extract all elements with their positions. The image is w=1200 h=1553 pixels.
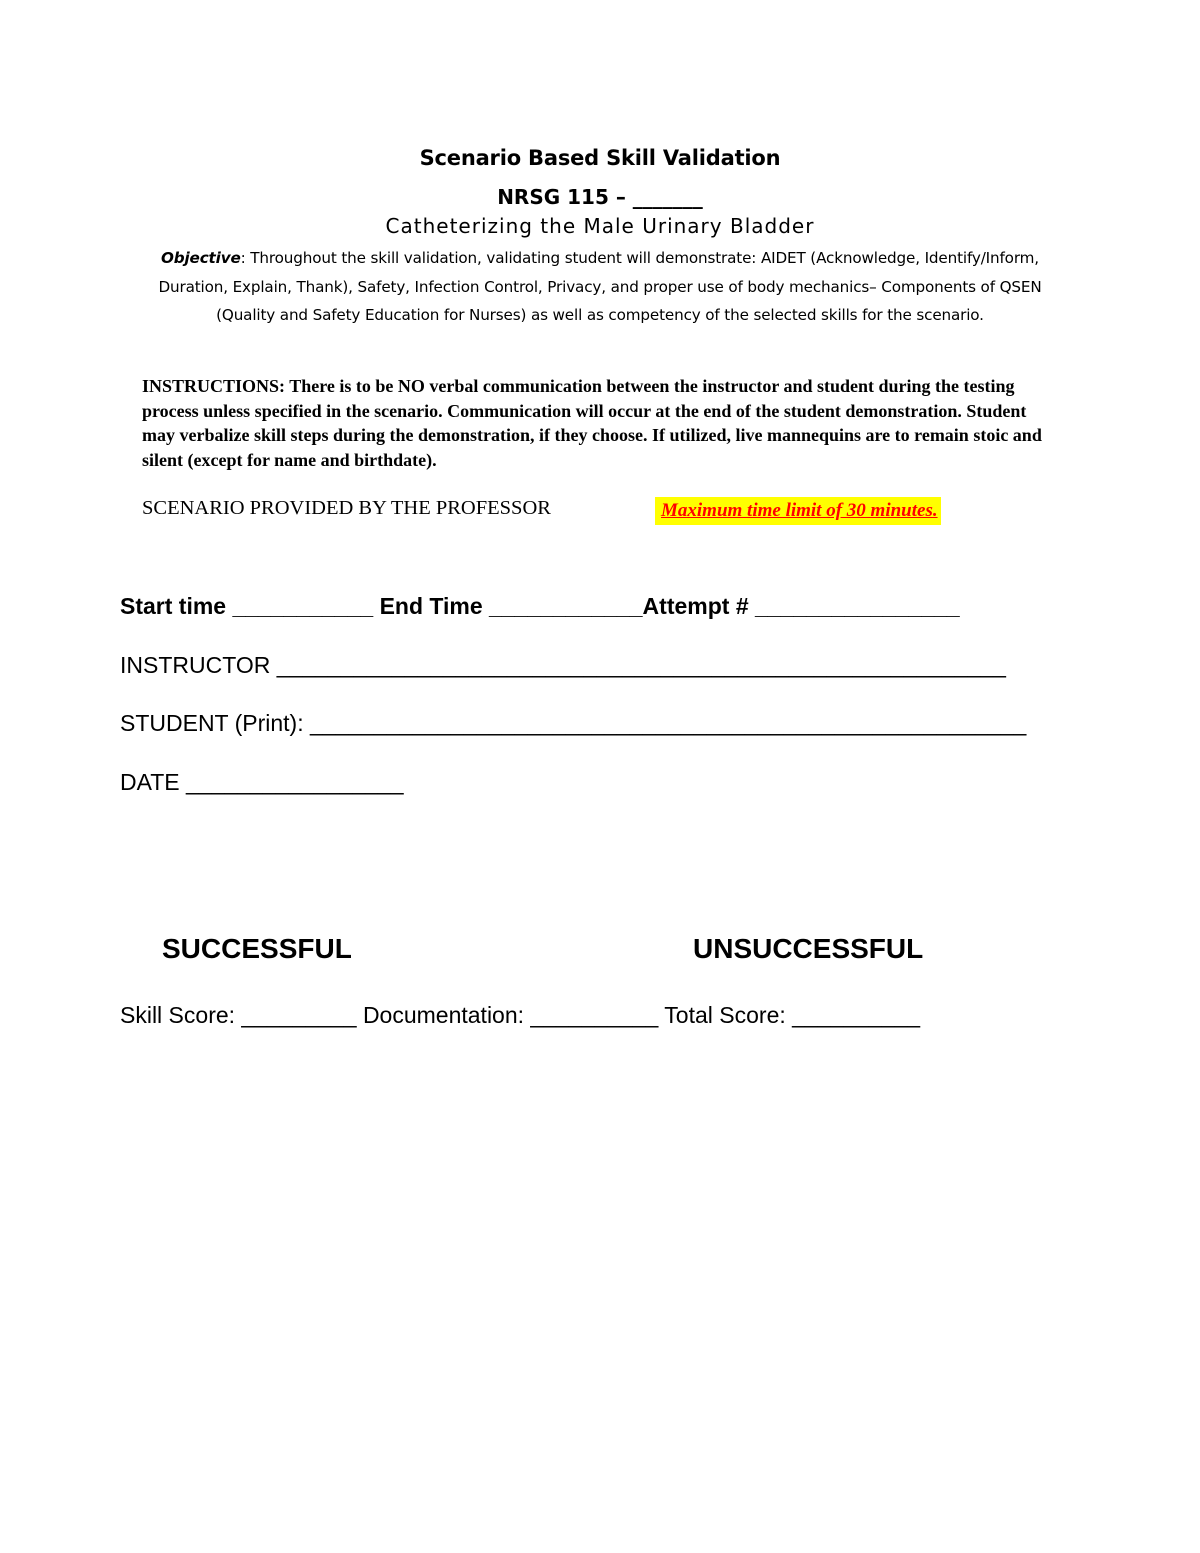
unsuccessful-label: UNSUCCESSFUL	[693, 933, 924, 964]
score-fields: Skill Score: _________ Documentation: __________ Total Score: __________	[120, 1002, 921, 1028]
successful-label: SUCCESSFUL	[162, 933, 352, 964]
objective-paragraph	[150, 244, 1050, 330]
scenario-label: SCENARIO PROVIDED BY THE PROFESSOR	[142, 497, 551, 519]
instructor-field: INSTRUCTOR _________________________________________________________	[120, 652, 1006, 678]
student-field: STUDENT (Print): ________________________________________________________	[120, 710, 1027, 736]
objective-label: Objective	[161, 249, 241, 267]
time-attempt-fields: Start time ___________ End Time ____________Attempt # ________________	[120, 593, 960, 619]
objective-text: : Throughout the skill validation, validating student will demonstrate: AIDET (Acknowledge, Identify/Inform, Duration, Explain, Thank), Safety, Infection Control, Privacy, and proper use of body mechanics– Components of QSEN (Quality and Safety Education for Nurses) as well as competency of the selected skills for the scenario.	[158, 249, 1042, 324]
course-code: NRSG 115 – _______	[497, 185, 703, 209]
document-title: Scenario Based Skill Validation	[419, 146, 781, 170]
skill-subtitle: Catheterizing the Male Urinary Bladder	[385, 214, 815, 238]
instructions-paragraph: INSTRUCTIONS: There is to be NO verbal communication between the instructor and student during the testing process unless specified in the scenario. Communication will occur at the end of the student demonstration. Student may verbalize skill steps during the demonstration, if they choose. If utilized, live mannequins are to remain stoic and silent (except for name and birthdate).	[142, 376, 1042, 470]
date-field: DATE _________________	[120, 769, 404, 795]
time-limit-highlight: Maximum time limit of 30 minutes.	[655, 497, 941, 525]
